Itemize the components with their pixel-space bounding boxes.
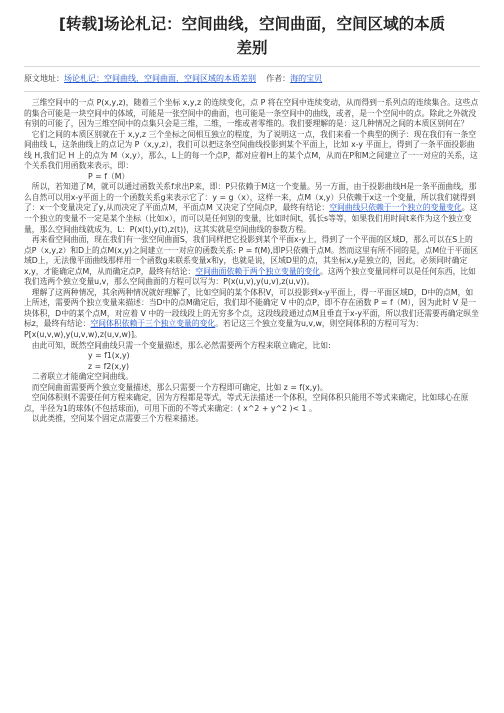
paragraph-3-highlight-link[interactable]: 空间曲线只依赖于一个独立的变量变化 bbox=[329, 203, 462, 213]
paragraph-4 bbox=[24, 235, 480, 288]
paragraph-10-text: 以此类推，空间某个固定点需要三个方程来描述。 bbox=[31, 414, 204, 424]
paragraph-5-text-a: 理解了这两种情况，其余两种情况就好理解了，比如空间的某个体积V，可以投影到x-y平面上，得一平面区域D，D中的点M，如上所述，需要两个独立变量来描述：当D中的点M确定后，我们却不能确定 V 中的点P，即不存在函数 P = f（M），因为此时 V 是一块体积，D中的某个点M，对应着 V 中的一段线段上的无穷多个点，这段线段通过点M且垂直于x-y平面，所以我们还需要再确定纵坐标z，最终有结论： bbox=[24, 287, 479, 329]
paragraph-8 bbox=[24, 383, 480, 394]
title-line-1: [转载]场论札记：空间曲线，空间曲面，空间区域的本质 bbox=[58, 15, 446, 33]
paragraph-5-text-b: 。若记这三个独立变量为u,v,w，则空间体积的方程可写为：P[x(u,v,w),y(u,v,w),z(u,v,w)]。 bbox=[24, 319, 424, 340]
paragraph-7 bbox=[24, 372, 480, 383]
source-link[interactable]: 场论札记：空间曲线，空间曲面，空间区域的本质差别 bbox=[64, 74, 256, 83]
paragraph-2-text: 它们之间的本质区别就在于 x,y,z 三个坐标之间相互独立的程度，为了说明这一点，我们来看一个典型的例子：现在我们有一条空间曲线 L，这条曲线上的点记为 P（x,y,z），我们可以把这条空间曲线投影到某个平面上，比如 x-y 平面上，得到了一条平面投影曲线 H,我们记 H 上的点为 M（x,y），那么，L上的每一个点P，都对应着H上的某个点M，从而在P和M之间建立了一一对应的关系，这个关系我们用函数来表示，即： bbox=[24, 129, 478, 171]
paragraph-5 bbox=[24, 288, 480, 341]
article-title bbox=[24, 12, 480, 60]
paragraph-4-text-b: 。这两个独立变量同样可以是任何东西，比如我们选两个独立变量u,v，那么空间曲面的方程可以写为：P(x(u,v),y(u,v),z(u,v))。 bbox=[24, 266, 476, 287]
paragraph-2 bbox=[24, 130, 480, 172]
paragraph-9 bbox=[24, 393, 480, 414]
paragraph-4-highlight-link[interactable]: 空间曲面依赖于两个独立变量的变化 bbox=[195, 266, 321, 276]
paragraph-1 bbox=[24, 98, 480, 130]
paragraph-10 bbox=[24, 414, 480, 425]
paragraph-6 bbox=[24, 341, 480, 352]
equation-3: z = f2(x,y) bbox=[88, 361, 130, 371]
paragraph-9-text: 空间体积则不需要任何方程来确定，因为方程都是等式，等式无法描述一个体积，空间体积只能用不等式来确定，比如球心在原点，半径为1的球体(不包括球面)，可用下面的不等式来确定：( x^2 + y^2 )< 1 。 bbox=[24, 393, 469, 413]
paragraph-4-text-a: 再来看空间曲面，现在我们有一张空间曲面S，我们同样把它投影到某个平面x-y上，得到了一个平面的区域D，那么可以在S上的点P（x,y,z）和D上的点M(x,y)之间建立一一对应的函数关系: P = f(M),即P只依赖于点M。然而这里有所不同的是，点M位于平面区域D上，无法像平面曲线那样用一个函数g来联系变量x和y，也就是说，区域D里的点，其坐标x,y是独立的，因此，必须同时确定x,y，才能确定点M，从而确定点P，最终有结论： bbox=[24, 235, 479, 276]
title-line-2: 差别 bbox=[236, 39, 268, 57]
article-body bbox=[24, 98, 480, 425]
source-label: 原文地址： bbox=[24, 74, 64, 83]
paragraph-3-text-b: 。这一个独立的变量不一定是某个坐标（比如x），而可以是任何别的变量，比如时间t，弧长s等等，如果我们用时间t来作为这个独立变量，那么空间曲线就成为，L：P(x(t),y(t),z(t))，这其实就是空间曲线的参数方程。 bbox=[24, 203, 478, 234]
paragraph-3-text-a: 所以，若知道了M，就可以通过函数关系f求出P来，即：P只依赖于M这一个变量。另一方面，由于投影曲线H是一条平面曲线，那么自然可以用x-y平面上的一个函数关系g来表示它了：y = g（x），这样一来，点M（x,y）只依赖于x这一个变量，所以我们就得到了：x一个变量决定了y,从而决定了平面点M，平面点M 又决定了空间点P，最终有结论： bbox=[24, 182, 477, 213]
paragraph-7-text: 二者联立才能确定空间曲线。 bbox=[31, 372, 134, 382]
title-divider bbox=[24, 66, 480, 67]
meta-divider bbox=[24, 91, 480, 92]
source-meta bbox=[24, 73, 480, 85]
equation-1: P = f（M） bbox=[88, 171, 130, 181]
author-label: 作者： bbox=[266, 74, 291, 83]
paragraph-6-text: 由此可知，既然空间曲线只需一个变量描述，那么必然需要两个方程来联立确定，比如: bbox=[31, 340, 331, 350]
paragraph-1-text: 三维空间中的一点 P(x,y,z)，随着三个坐标 x,y,z 的连续变化，点 P 将在空间中连续变动，从而得到一系列点的连续集合。这些点的集合可能是一块空间中的体域，可能是一张空间中的曲面，也可能是一条空间中的曲线，或者，是一个空间中的点。除此之外就没有别的可能了，因为三维空间中的点集只会是三维，二维，一维或者零维的。我们要理解的是：这几种情况之间的本质区别何在？ bbox=[24, 98, 479, 129]
author-link[interactable]: 海的宝贝 bbox=[290, 74, 323, 83]
paragraph-5-highlight-link[interactable]: 空间体积依赖于三个独立变量的变化 bbox=[90, 319, 216, 329]
paragraph-8-text: 而空间曲面需要两个独立变量描述，那么只需要一个方程即可确定，比如 z = f(x,y)。 bbox=[31, 382, 328, 392]
paragraph-3 bbox=[24, 182, 480, 235]
equation-2: y = f1(x,y) bbox=[88, 351, 130, 361]
